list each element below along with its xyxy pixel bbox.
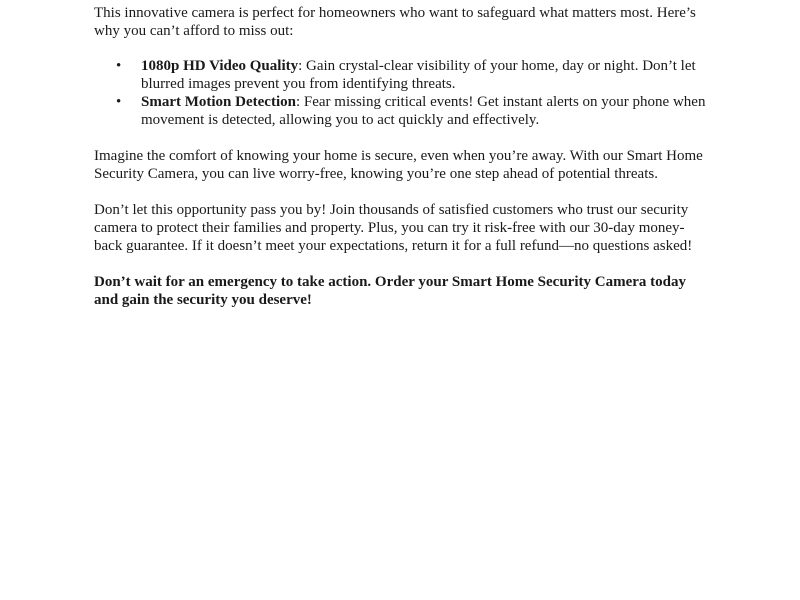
feature-title: 1080p HD Video Quality [141, 58, 299, 74]
list-item [94, 57, 710, 93]
feature-text: : Fear missing critical events! Get instant alerts on your phone when movement is detected, allowing you to act quickly and effectively. [141, 94, 706, 128]
comfort-paragraph: Imagine the comfort of knowing your home is secure, even when you’re away. With our Smart Home Security Camera, you can live worry-free, knowing you’re one step ahead of potential threats. [94, 148, 703, 182]
list-item [94, 93, 710, 129]
feature-list [94, 57, 710, 129]
call-to-action: Don’t wait for an emergency to take action. Order your Smart Home Security Camera today and gain the security you deserve! [94, 274, 686, 308]
intro-paragraph: This innovative camera is perfect for homeowners who want to safeguard what matters most. Here’s why you can’t afford to miss out: [94, 5, 696, 39]
feature-text: : Gain crystal-clear visibility of your home, day or night. Don’t let blurred images prevent you from identifying threats. [141, 58, 696, 92]
opportunity-paragraph: Don’t let this opportunity pass you by! Join thousands of satisfied customers who trust our security camera to protect their families and property. Plus, you can try it risk-free with our 30-day money-back guarantee. If it doesn’t meet your expectations, return it for a full refund—no questions asked! [94, 202, 693, 254]
bullet-icon: • [116, 58, 122, 74]
feature-title: Smart Motion Detection [141, 94, 296, 110]
bullet-icon: • [116, 94, 122, 110]
